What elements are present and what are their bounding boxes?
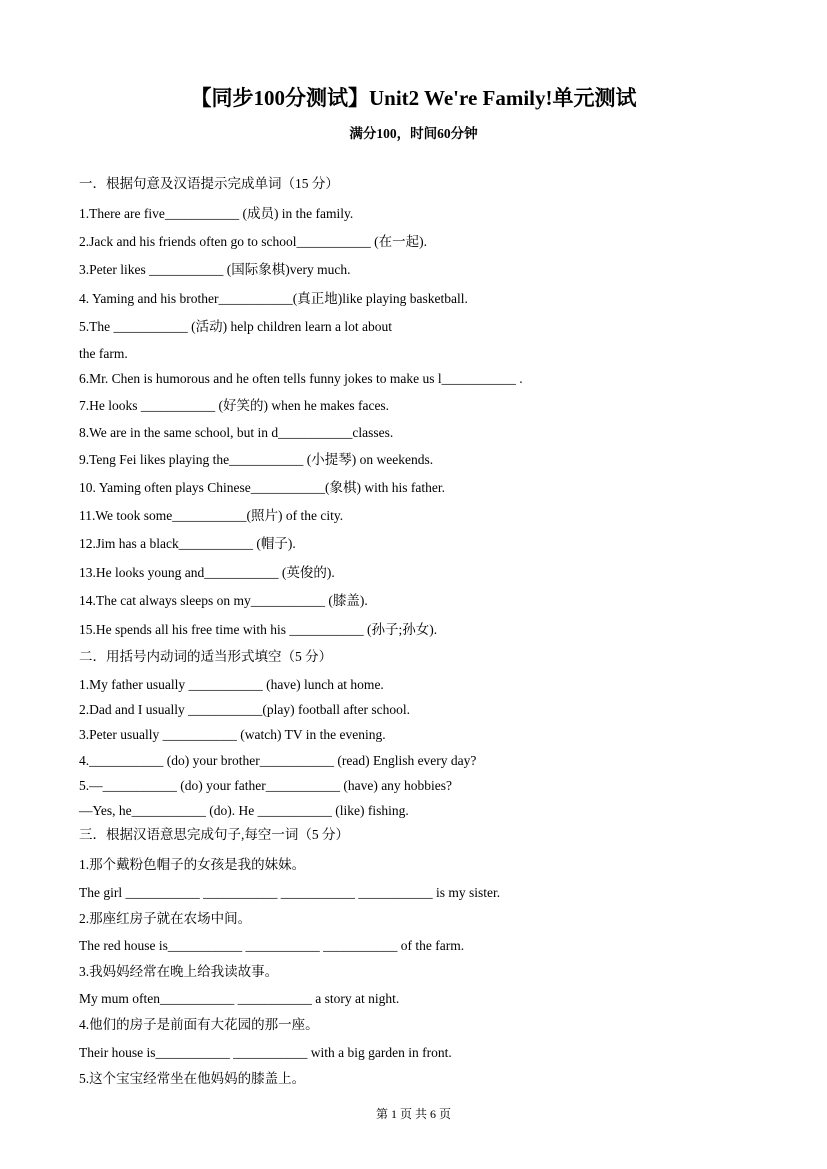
question-line: 13.He looks young and___________ (英俊的).: [79, 565, 335, 580]
question-line: 1.My father usually ___________ (have) lunch at home.: [79, 677, 384, 692]
question-line: 12.Jim has a black___________ (帽子).: [79, 536, 296, 551]
question-line: 1.那个戴粉色帽子的女孩是我的妹妹。: [79, 857, 306, 872]
question-line: 4. Yaming and his brother___________(真正地)like playing basketball.: [79, 291, 468, 306]
question-line: 4.他们的房子是前面有大花园的那一座。: [79, 1017, 319, 1032]
question-line: 6.Mr. Chen is humorous and he often tells funny jokes to make us l___________ .: [79, 371, 523, 386]
question-line: 4.___________ (do) your brother___________ (read) English every day?: [79, 753, 477, 768]
question-line: 11.We took some___________(照片) of the city.: [79, 508, 344, 523]
question-line: 2.Jack and his friends often go to school___________ (在一起).: [79, 234, 427, 249]
question-line: 5.The ___________ (活动) help children learn a lot about: [79, 319, 393, 334]
question-line: 15.He spends all his free time with his ___________ (孙子;孙女).: [79, 622, 438, 637]
page-footer: 第 1 页 共 6 页: [375, 1107, 451, 1121]
page-subtitle: 满分100，时间60分钟: [349, 126, 478, 141]
section-heading: 三．根据汉语意思完成句子,每空一词（5 分）: [79, 827, 349, 842]
question-line: the farm.: [79, 346, 128, 361]
question-line: 9.Teng Fei likes playing the___________ (小提琴) on weekends.: [79, 452, 434, 467]
question-line: 1.There are five___________ (成员) in the family.: [79, 206, 354, 221]
question-line: 2.那座红房子就在农场中间。: [79, 911, 252, 926]
question-line: 7.He looks ___________ (好笑的) when he makes faces.: [79, 398, 390, 413]
section-heading: 一．根据句意及汉语提示完成单词（15 分）: [79, 176, 339, 191]
question-line: 10. Yaming often plays Chinese___________(象棋) with his father.: [79, 480, 445, 495]
question-line: My mum often___________ ___________ a story at night.: [79, 991, 400, 1006]
question-line: 3.Peter usually ___________ (watch) TV in the evening.: [79, 727, 386, 742]
question-line: 2.Dad and I usually ___________(play) football after school.: [79, 702, 411, 717]
question-line: 14.The cat always sleeps on my___________ (膝盖).: [79, 593, 368, 608]
question-line: 5.—___________ (do) your father___________ (have) any hobbies?: [79, 778, 453, 793]
question-line: —Yes, he___________ (do). He ___________ (like) fishing.: [79, 803, 409, 818]
section-heading: 二．用括号内动词的适当形式填空（5 分）: [79, 649, 333, 664]
question-line: 5.这个宝宝经常坐在他妈妈的膝盖上。: [79, 1071, 306, 1086]
question-line: The red house is___________ ___________ ___________ of the farm.: [79, 938, 465, 953]
page-title: 【同步100分测试】Unit2 We're Family!单元测试: [190, 86, 637, 110]
question-line: Their house is___________ ___________ with a big garden in front.: [79, 1045, 452, 1060]
question-line: The girl ___________ ___________ ___________ ___________ is my sister.: [79, 885, 501, 900]
question-line: 3.我妈妈经常在晚上给我读故事。: [79, 964, 279, 979]
question-line: 3.Peter likes ___________ (国际象棋)very much.: [79, 262, 351, 277]
question-line: 8.We are in the same school, but in d___________classes.: [79, 425, 394, 440]
